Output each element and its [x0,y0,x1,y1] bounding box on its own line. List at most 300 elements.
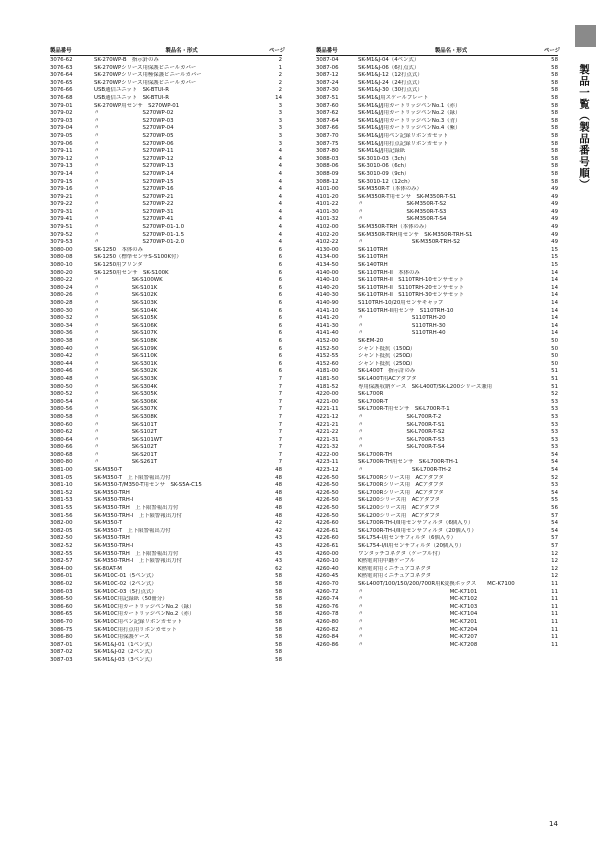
product-name: SK-M1&J/J用カートリッジペンNo.3（青） [358,117,461,124]
table-row [50,551,282,559]
table-row [50,346,282,354]
product-code: 3080-08 [50,254,73,261]
page-ref: 53 [551,421,558,428]
page-ref: 14 [551,277,558,284]
product-code: 4141-30 [316,322,339,329]
table-row [316,482,558,490]
table-row [316,285,558,293]
table-row [316,148,558,156]
table-row [50,467,282,475]
product-name: 〃 S270WP-11 [94,148,174,155]
product-name: 〃 MC-K7208 [358,641,478,648]
header-code: 製品番号 [316,47,338,54]
product-code: 3079-15 [50,178,73,185]
section-title: 製品一覧（製品番号順） [578,64,590,191]
product-name: 〃 S270WP-01-1.5 [94,231,185,238]
product-code: 3087-30 [316,87,339,94]
table-row [316,368,558,376]
product-code: 4140-30 [316,292,339,299]
page-ref: 54 [551,489,558,496]
page-ref: 7 [278,459,282,466]
product-code: 3079-02 [50,110,73,117]
table-row [50,589,282,597]
product-code: 3087-01 [50,641,73,648]
product-name: 〃 SK-S304K [94,383,158,390]
table-row [316,209,558,217]
page-ref: 4 [278,216,282,223]
table-row [316,475,558,483]
product-code: 3080-36 [50,330,73,337]
table-row [316,277,558,285]
page-ref: 58 [275,611,282,618]
product-name: 〃 SK-S107K [94,330,158,337]
page-ref: 54 [551,451,558,458]
table-row [316,125,558,133]
table-row [50,535,282,543]
product-name: SK-1250用プリンタ [94,262,143,269]
page-ref: 51 [551,375,558,382]
page-ref: 15 [551,246,558,253]
product-code: 3087-04 [316,57,339,63]
product-code: 3080-54 [50,398,73,405]
product-name: SK-M350-TRH-I [94,497,134,504]
table-body [316,57,558,649]
product-name: SK-L700R-T用センサ SK-L700R-T-1 [358,406,450,413]
table-row [316,186,558,194]
product-name: SK-M350-T 上下限警報出力付 [94,527,171,534]
product-code: 4260-40 [316,565,339,572]
table-row [316,422,558,430]
page-ref: 48 [275,467,282,474]
product-name: 〃 SK-S101WT [94,436,163,443]
product-name: 〃 S270WP-06 [94,140,174,147]
page-ref: 58 [275,618,282,625]
product-code: 3079-53 [50,239,73,246]
product-code: 3076-66 [50,87,73,94]
product-name: SK-110TRH-II 本体のみ [358,269,420,276]
table-row [316,87,558,95]
product-name: 〃 SK-L700R-T-S4 [358,444,445,451]
page-ref: 6 [278,337,282,344]
page-ref: 6 [278,292,282,299]
table-row [316,57,558,65]
product-name: 〃 SK-S101T [94,421,158,428]
page-ref: 49 [551,239,558,246]
page-ref: 58 [551,148,558,155]
product-name: 〃 SK-M350R-TRH-S2 [358,239,461,246]
product-code: 3082-57 [50,558,73,565]
product-name: 〃 SK-L700R-TH-2 [358,467,452,474]
product-code: 3081-05 [50,474,73,481]
product-name: SK-L754-I/II用センサフィルタ（20個入り） [358,543,465,549]
page-ref: 7 [278,444,282,451]
table-row [50,224,282,232]
page-ref: 6 [278,300,282,306]
product-code: 4140-90 [316,300,339,306]
page-ref: 54 [551,467,558,474]
page-ref: 42 [275,520,282,527]
product-name: 〃 SK-S261T [94,459,158,466]
product-name: SK-M10C用保護ケース [94,634,150,641]
product-code: 4226-60 [316,520,339,527]
table-row [50,376,282,384]
product-code: 3079-14 [50,170,73,177]
product-code: 4221-32 [316,444,339,451]
product-code: 3080-58 [50,413,73,420]
table-row [50,475,282,483]
product-code: 3079-13 [50,163,73,170]
product-code: 3081-10 [50,482,73,489]
product-code: 3086-65 [50,611,73,618]
product-code: 4101-00 [316,186,339,193]
product-name: 〃 SK-S105K [94,315,158,322]
product-code: 4260-10 [316,558,339,565]
product-name: 〃 S270WP-22 [94,201,174,208]
table-row [316,353,558,361]
product-code: 3080-38 [50,337,73,344]
product-code: 4226-50 [316,505,339,512]
product-code: 4220-00 [316,391,339,398]
table-row [50,505,282,513]
product-name: SK-M10C-03（5打点式） [94,588,157,595]
page-ref: 4 [278,178,282,185]
product-code: 3080-26 [50,292,73,299]
product-code: 3079-12 [50,155,73,162]
product-code: 3080-60 [50,421,73,428]
product-code: 4221-00 [316,398,339,405]
product-code: 3079-04 [50,125,73,132]
product-code: 3086-80 [50,634,73,641]
product-name: 〃 SK-S302K [94,368,158,375]
product-name: SK-M350R-T（本体のみ） [358,186,422,193]
table-row [50,179,282,187]
product-name: SK-M350-T [94,467,123,474]
product-name: SK-110TRH [358,246,388,253]
product-code: 3086-01 [50,573,73,580]
page-ref: 54 [551,520,558,527]
product-name: SK-M1&J用スケールプレート [358,94,429,101]
page-ref: 58 [551,155,558,162]
page-ref: 48 [275,474,282,481]
table-row [50,103,282,111]
table-row [316,338,558,346]
table-row [50,611,282,619]
product-code: 3081-52 [50,489,73,496]
table-row [316,80,558,88]
page-ref: 50 [551,345,558,352]
page-ref: 2 [278,87,282,94]
product-code: 3087-12 [316,72,339,79]
page-ref: 11 [551,626,558,633]
table-row [316,103,558,111]
page-ref: 11 [551,641,558,648]
page-ref: 49 [551,231,558,238]
product-name: 〃 MC-K7101 [358,588,478,595]
table-row [50,566,282,574]
page-ref: 58 [551,125,558,132]
table-row [50,277,282,285]
table-row [316,566,558,574]
page-ref: 7 [278,406,282,413]
table-row [50,649,282,657]
table-row [50,239,282,247]
page-ref: 58 [275,641,282,648]
product-name: SK-M350-TRH 上下限警報出力付 [94,505,179,512]
page-ref: 58 [551,72,558,79]
table-row [316,429,558,437]
product-code: 4221-12 [316,413,339,420]
page-ref: 14 [275,94,282,101]
product-code: 3081-00 [50,467,73,474]
product-name: 〃 S270WP-14 [94,170,174,177]
product-code: 3087-06 [316,64,339,71]
product-name: SK-M350-TRH-I 上下限警報出力付 [94,512,182,519]
product-name: SK-M1&J-03（3ペン式） [94,656,156,663]
product-code: 3080-00 [50,246,73,253]
page-ref: 58 [551,178,558,185]
table-row [316,224,558,232]
page-ref: 4 [278,224,282,231]
header-page: ページ [544,47,561,54]
product-name: SK-L700R-T [358,398,388,405]
product-name: 〃 S270WP-21 [94,193,174,200]
table-row [316,216,558,224]
product-name: S110TRH-10/20用センサキャップ [358,300,444,306]
page-ref: 11 [551,588,558,595]
product-code: 4102-22 [316,239,339,246]
product-name: SK-M350-TRH [94,489,130,496]
product-name: SK-M10C用ペン記録リボンカセット [94,618,183,625]
product-code: 4101-22 [316,201,339,208]
product-code: 4221-31 [316,436,339,443]
product-code: 3080-30 [50,307,73,314]
page-ref: 51 [551,368,558,375]
table-row [50,209,282,217]
table-row [316,399,558,407]
page-ref: 14 [551,269,558,276]
product-name: SK-80AT-M [94,565,122,572]
page-ref: 6 [278,322,282,329]
table-row [50,558,282,566]
page-ref: 58 [551,163,558,170]
page-ref: 6 [278,315,282,322]
product-name: 〃 S270WP-05 [94,132,174,139]
table-row [316,262,558,270]
table-row [50,406,282,414]
table-row [316,406,558,414]
table-row [50,330,282,338]
product-code: 4101-20 [316,193,339,200]
product-code: 4141-10 [316,307,339,314]
product-code: 3082-55 [50,550,73,557]
product-code: 3087-24 [316,79,339,86]
product-code: 4181-52 [316,383,339,390]
product-name: 〃 SK-S109K [94,345,158,352]
page-ref: 50 [551,353,558,360]
product-name: SK-L700R-TH用センサ SK-L700R-TH-1 [358,459,459,466]
page-ref: 6 [278,254,282,261]
product-name: SK-M10C-01（5ペン式） [94,573,157,580]
page-ref: 53 [551,429,558,436]
table-row [316,619,558,627]
table-row [50,429,282,437]
product-name: SK-L700Rシリーズ用 ACアダプタ [358,489,444,496]
table-row [316,634,558,642]
product-code: 3082-05 [50,527,73,534]
product-code: 3080-28 [50,300,73,306]
table-row [316,330,558,338]
table-row [50,573,282,581]
product-code: 3079-51 [50,224,73,231]
product-code: 3086-70 [50,618,73,625]
table-row [316,444,558,452]
table-row [316,573,558,581]
product-name: SK-1250 本体のみ [94,246,144,253]
table-row [50,361,282,369]
page-ref: 11 [551,611,558,618]
product-name: 〃 SK-S104K [94,307,158,314]
table-row [50,171,282,179]
product-code: 3080-66 [50,444,73,451]
product-name: SK-L400T用ACアダプタ [358,375,417,382]
table-row [316,72,558,80]
product-name: 〃 SK-M350R-T-S4 [358,216,447,223]
page-ref: 43 [275,550,282,557]
product-code: 3088-09 [316,170,339,177]
page-ref: 6 [278,284,282,291]
page-ref: 56 [551,505,558,512]
product-code: 4152-00 [316,337,339,344]
table-row [316,141,558,149]
table-row [50,315,282,323]
table-row [316,627,558,635]
page-ref: 7 [278,451,282,458]
product-name: SK-L200シリーズ用 ACアダプタ [358,512,440,519]
product-code: 4221-11 [316,406,339,413]
product-table-right [316,47,561,649]
product-code: 3087-62 [316,110,339,117]
product-code: 3079-06 [50,140,73,147]
page-ref: 48 [275,512,282,519]
table-row [316,391,558,399]
table-row [316,133,558,141]
page-ref: 51 [551,383,558,390]
product-name: SK-M1&J/J用カートリッジペンNo.2（緑） [358,110,461,117]
page-ref: 49 [551,208,558,215]
product-name: SK-M350-T/M350-T用センサ SK-S5A-C15 [94,482,202,489]
product-code: 3080-22 [50,277,73,284]
product-name: SK-M10C-02（2ペン式） [94,580,157,587]
page-ref: 58 [551,117,558,124]
table-row [316,551,558,559]
product-name: SK-270WP用センサ S270WP-01 [94,102,180,109]
product-code: 4130-00 [316,246,339,253]
product-code: 3081-55 [50,505,73,512]
product-name: SK-M350R-T用センサ SK-M350R-T-S1 [358,193,457,200]
product-code: 4134-50 [316,262,339,269]
page-ref: 6 [278,345,282,352]
page-ref: 58 [275,603,282,610]
page-ref: 4 [278,208,282,215]
page-ref: 7 [278,429,282,436]
product-name: SK-M350R-TRH用センサ SK-M350R-TRH-S1 [358,231,473,238]
page-ref: 15 [551,254,558,261]
product-code: 3082-52 [50,543,73,549]
product-name: SK-M1&J-24（24打点式） [358,79,423,86]
page-ref: 53 [551,436,558,443]
page-ref: 58 [551,64,558,71]
page-ref: 4 [278,163,282,170]
table-row [50,163,282,171]
table-row [50,642,282,650]
product-name: SK-M10C用記録紙（50冊分） [94,596,168,603]
page-ref: 14 [551,284,558,291]
table-row [316,300,558,308]
product-name: SK-M350-T [94,520,123,527]
product-name: SK-140TRH [358,262,388,269]
table-row [316,528,558,536]
table-row [316,95,558,103]
product-code: 3079-03 [50,117,73,124]
product-name: 専用保護収納ケース SK-L400T/SK-L200シリーズ兼用 [358,383,493,390]
product-name: SK-270WPシリーズ用極保護ビニールカバー [94,72,202,79]
product-name: SK-M1&J-01（1ペン式） [94,641,156,648]
product-code: 3088-06 [316,163,339,170]
page-ref: 43 [275,558,282,565]
page-ref: 6 [278,277,282,284]
page-number: 14 [549,820,558,828]
product-name: SK-M1&J-30（30打点式） [358,87,423,94]
page-ref: 6 [278,307,282,314]
product-code: 3086-50 [50,596,73,603]
table-row [316,596,558,604]
product-code: 3081-53 [50,497,73,504]
product-name: 〃 S270WP-13 [94,163,174,170]
page-ref: 53 [551,444,558,451]
page-ref: 58 [551,170,558,177]
product-code: 4152-50 [316,345,339,352]
page-ref: 50 [551,337,558,344]
page-ref: 7 [278,436,282,443]
table-row [50,384,282,392]
table-row [50,482,282,490]
table-row [50,513,282,521]
product-name: 〃 S110TRH-20 [358,315,446,322]
product-code: 4260-78 [316,611,339,618]
product-code: 3087-66 [316,125,339,132]
table-row [316,497,558,505]
page-ref: 50 [551,360,558,367]
table-row [50,444,282,452]
product-code: 3087-02 [50,649,73,656]
table-body [50,57,282,665]
product-name: SK-L400T 指示計のみ [358,368,416,375]
product-name: USB通信ユニット SK-BTUI-R [94,94,169,101]
product-name: SK-M1&J/J用記録紙 [358,148,406,155]
product-code: 4226-50 [316,482,339,489]
table-row [316,118,558,126]
page-ref: 12 [551,550,558,557]
table-row [316,589,558,597]
page-ref: 12 [551,558,558,565]
page-ref: 6 [278,262,282,269]
product-name: 〃 MC-K7103 [358,603,478,610]
page-ref: 53 [551,398,558,405]
product-name: USB通信ユニット SK-BTUI-R [94,87,169,94]
product-code: 3079-05 [50,132,73,139]
table-row [316,459,558,467]
table-row [50,452,282,460]
